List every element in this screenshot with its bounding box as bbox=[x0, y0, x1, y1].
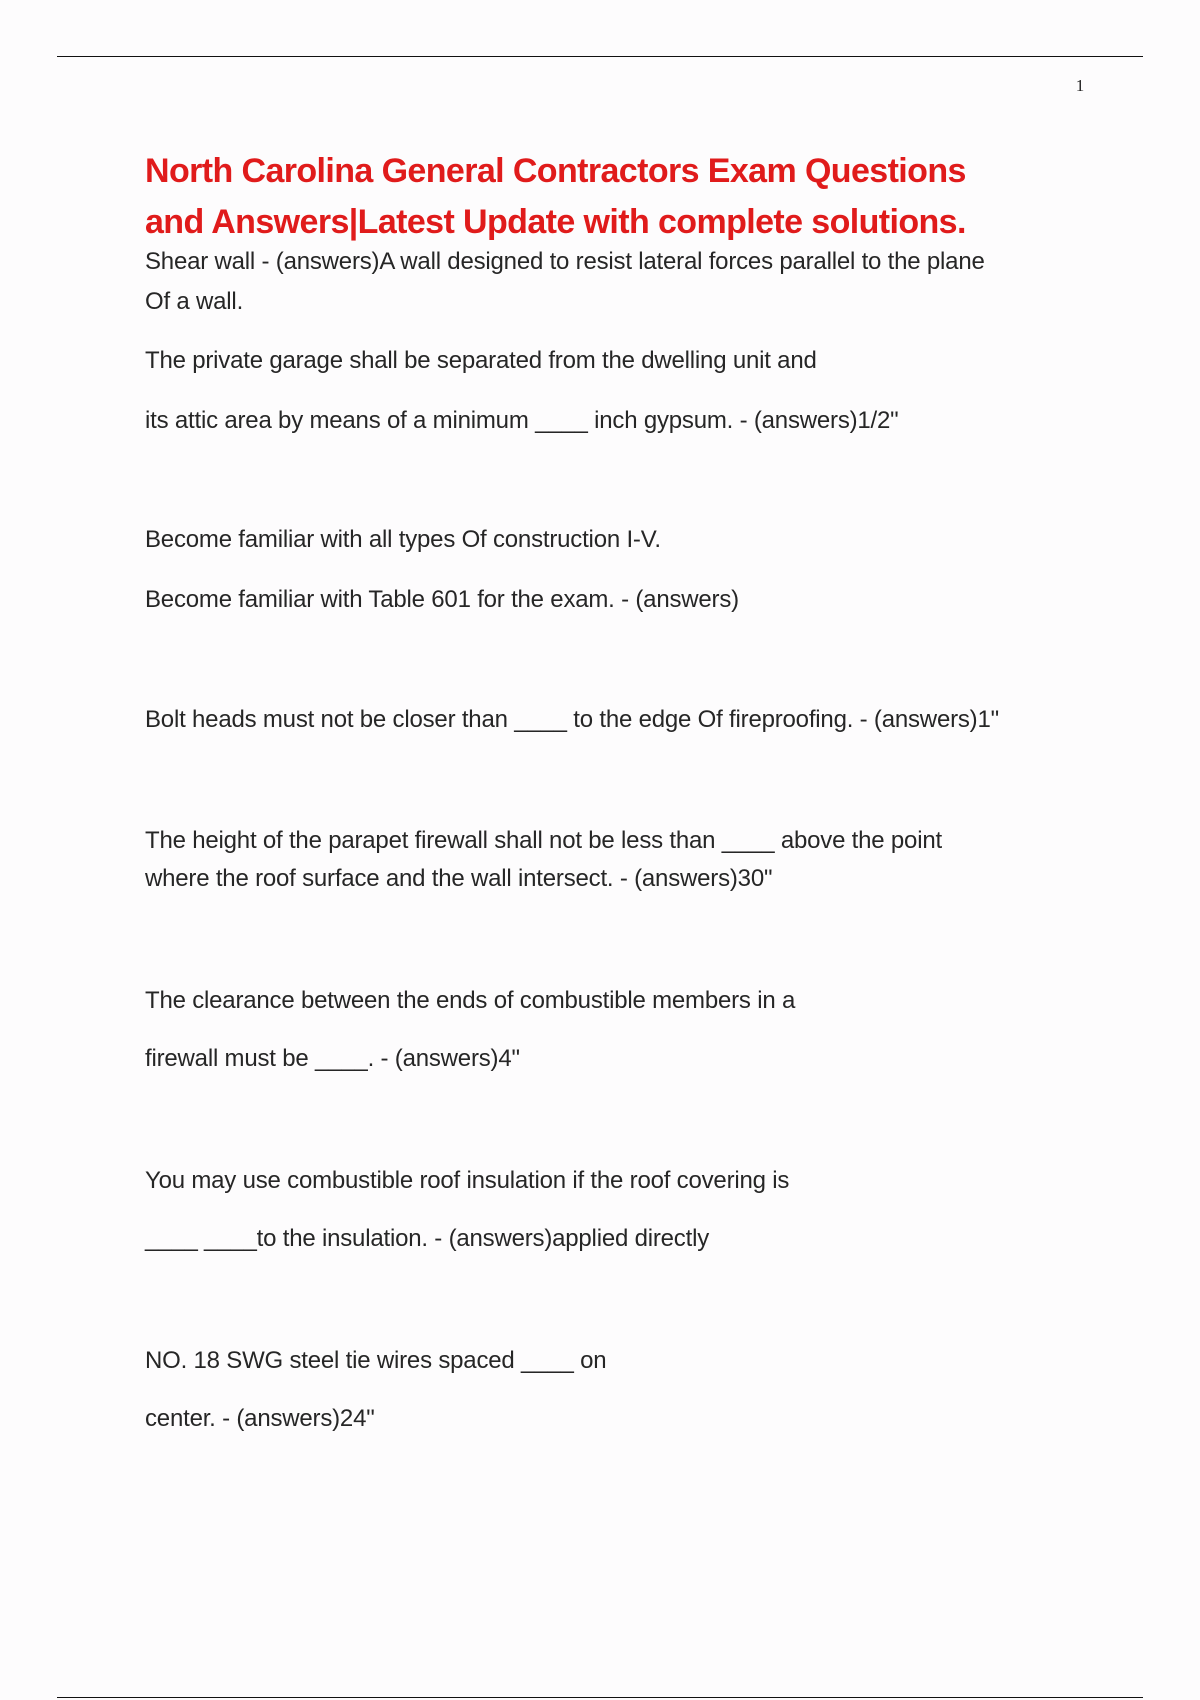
text-line-table-601: Become familiar with Table 601 for the exam. - (answers) bbox=[145, 586, 739, 613]
text-line-shear-wall-cont: Of a wall. bbox=[145, 288, 244, 315]
document-title bbox=[145, 146, 1145, 248]
text-line-shear-wall: Shear wall - (answers)A wall designed to resist lateral forces parallel to the plane bbox=[145, 248, 985, 275]
text-line-parapet-answer: where the roof surface and the wall intersect. - (answers)30" bbox=[145, 865, 773, 892]
title-line-1: North Carolina General Contractors Exam Questions bbox=[145, 152, 966, 190]
text-line-roof-insulation: You may use combustible roof insulation if the roof covering is bbox=[145, 1167, 790, 1194]
title-line-2: and Answers|Latest Update with complete solutions. bbox=[145, 203, 966, 241]
page-number: 1 bbox=[1075, 76, 1085, 95]
text-line-tie-wires-answer: center. - (answers)24" bbox=[145, 1405, 375, 1432]
text-line-parapet: The height of the parapet firewall shall not be less than ____ above the point bbox=[145, 827, 942, 854]
footer-rule bbox=[57, 1697, 1143, 1698]
text-line-garage-answer: its attic area by means of a minimum ____ inch gypsum. - (answers)1/2" bbox=[145, 407, 899, 434]
header-rule bbox=[57, 56, 1143, 57]
text-line-construction-types: Become familiar with all types Of construction I-V. bbox=[145, 526, 661, 553]
text-line-roof-insulation-answer: ____ ____to the insulation. - (answers)applied directly bbox=[145, 1225, 710, 1252]
text-line-garage: The private garage shall be separated from the dwelling unit and bbox=[145, 347, 817, 374]
text-line-clearance-answer: firewall must be ____. - (answers)4" bbox=[145, 1045, 520, 1072]
text-line-tie-wires: NO. 18 SWG steel tie wires spaced ____ on bbox=[145, 1347, 607, 1374]
text-line-clearance: The clearance between the ends of combustible members in a bbox=[145, 987, 796, 1014]
text-line-bolt-heads: Bolt heads must not be closer than ____ to the edge Of fireproofing. - (answers)1" bbox=[145, 706, 999, 733]
